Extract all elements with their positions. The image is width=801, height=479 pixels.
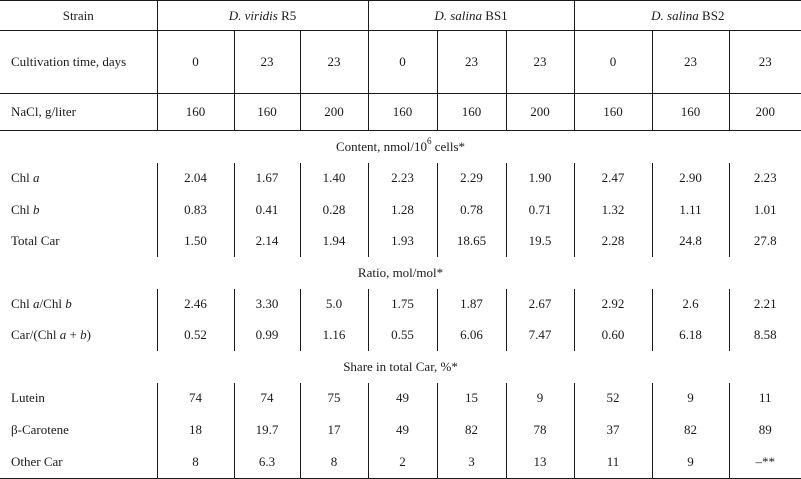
label-italic: b <box>65 296 72 311</box>
strain-header-row <box>0 1 801 31</box>
table-cell: 2.04 <box>157 163 234 194</box>
table-cell: 2.14 <box>234 226 300 257</box>
table-cell: 23 <box>506 31 574 94</box>
table-cell: 2.28 <box>574 226 652 257</box>
table-cell: 160 <box>574 94 652 131</box>
table-cell: 6.18 <box>652 320 729 351</box>
table-cell: 1.67 <box>234 163 300 194</box>
label-italic: a <box>33 296 40 311</box>
table-cell: 200 <box>300 94 368 131</box>
table-cell: 160 <box>652 94 729 131</box>
table-cell: 2.29 <box>437 163 506 194</box>
section-text: cells* <box>431 138 466 154</box>
table-cell: 49 <box>368 383 437 414</box>
table-cell: 74 <box>234 383 300 414</box>
table-cell: 2 <box>368 446 437 479</box>
table-cell: 18.65 <box>437 226 506 257</box>
label-part: /Chl <box>39 296 66 311</box>
section-heading-content <box>0 131 801 163</box>
table-cell: 23 <box>234 31 300 94</box>
table-row-other-car <box>0 446 801 479</box>
table-cell: 1.40 <box>300 163 368 194</box>
label-part: Chl <box>11 201 34 217</box>
strain-code: R5 <box>277 7 297 23</box>
row-label: Cultivation time, days <box>0 31 157 94</box>
table-row-total-car <box>0 226 801 257</box>
table-cell: 6.06 <box>437 320 506 351</box>
strain-d-salina-bs2 <box>574 1 801 31</box>
section-superscript: 6 <box>426 136 432 147</box>
strain-label: Strain <box>0 1 157 31</box>
table-cell: 0.28 <box>300 194 368 226</box>
row-label <box>0 194 157 226</box>
table-cell: 15 <box>437 383 506 414</box>
table-cell: 11 <box>574 446 652 479</box>
table-cell: 160 <box>157 94 234 131</box>
label-part: Car/(Chl <box>11 327 60 342</box>
table-cell: 23 <box>652 31 729 94</box>
row-label: β-Carotene <box>11 421 69 437</box>
table-cell: 160 <box>368 94 437 131</box>
table-cell: 2.92 <box>574 289 652 320</box>
table-cell: 37 <box>574 414 652 446</box>
table-cell: 0 <box>157 31 234 94</box>
strain-code: BS1 <box>482 7 508 23</box>
table-cell: 2.23 <box>729 163 801 194</box>
table-cell: 23 <box>437 31 506 94</box>
table-cell: 1.28 <box>368 194 437 226</box>
table-cell: 2.21 <box>729 289 801 320</box>
table-row-car-ratio <box>0 320 801 351</box>
row-label: Total Car <box>11 233 60 248</box>
table-cell: 1.16 <box>300 320 368 351</box>
table-cell: 52 <box>574 383 652 414</box>
table-cell: 1.94 <box>300 226 368 257</box>
label-italic: b <box>80 327 87 342</box>
label-italic: a <box>59 327 67 342</box>
table-cell: 11 <box>729 383 801 414</box>
table-cell: 75 <box>300 383 368 414</box>
table-cell: 5.0 <box>300 289 368 320</box>
table-cell: 0.83 <box>157 194 234 226</box>
table-cell: 1.87 <box>437 289 506 320</box>
nacl-row <box>0 94 801 131</box>
table-cell: 6.3 <box>234 446 300 479</box>
table-row-chl-b <box>0 194 801 226</box>
section-heading-ratio: Ratio, mol/mol* <box>357 264 444 280</box>
strain-code: BS2 <box>698 7 725 23</box>
row-label: Lutein <box>11 390 45 405</box>
table-cell: 9 <box>652 383 729 414</box>
section-text: Content, nmol/10 <box>335 138 427 154</box>
table-cell: 2.90 <box>652 163 729 194</box>
strain-d-viridis-r5 <box>157 1 368 31</box>
table-cell: 49 <box>368 414 437 446</box>
table-cell: 0.60 <box>574 320 652 351</box>
table-row-chl-ratio <box>0 289 801 320</box>
table-cell: 13 <box>506 446 574 479</box>
table-row-lutein <box>0 383 801 414</box>
table-cell: 200 <box>506 94 574 131</box>
table-cell: 0.71 <box>506 194 574 226</box>
table-cell: 0.41 <box>234 194 300 226</box>
label-part: ) <box>86 327 91 342</box>
label-part: + <box>66 327 81 342</box>
table-cell: 1.32 <box>574 194 652 226</box>
table-cell: 3.30 <box>234 289 300 320</box>
table-row-beta-carotene <box>0 414 801 446</box>
table-cell: 19.7 <box>234 414 300 446</box>
table-cell: 200 <box>729 94 801 131</box>
table-cell: 1.75 <box>368 289 437 320</box>
table-cell: 160 <box>234 94 300 131</box>
table-cell: 0.99 <box>234 320 300 351</box>
strain-species: D. salina <box>651 7 699 23</box>
section-heading-share: Share in total Car, %* <box>343 358 458 374</box>
table-cell: 9 <box>652 446 729 479</box>
table-cell: 0.55 <box>368 320 437 351</box>
table-cell: 1.11 <box>652 194 729 226</box>
table-cell: 82 <box>437 414 506 446</box>
table-cell: 9 <box>506 383 574 414</box>
label-part: Chl <box>11 170 34 185</box>
label-part: Chl <box>11 296 34 311</box>
row-label <box>0 320 157 351</box>
table-cell: 1.93 <box>368 226 437 257</box>
table-cell: 2.47 <box>574 163 652 194</box>
table-cell: 23 <box>300 31 368 94</box>
table-cell: 0 <box>368 31 437 94</box>
table-cell: 1.50 <box>157 226 234 257</box>
label-italic: a <box>33 170 40 185</box>
table-cell: 0.78 <box>437 194 506 226</box>
table-cell: 82 <box>652 414 729 446</box>
row-label <box>0 289 157 320</box>
strain-d-salina-bs1 <box>368 1 574 31</box>
section-ratio-row <box>0 257 801 289</box>
row-label: NaCl, g/liter <box>0 94 157 131</box>
table-cell: –** <box>729 446 801 479</box>
table-cell: 23 <box>729 31 801 94</box>
table-cell: 2.67 <box>506 289 574 320</box>
table-cell: 78 <box>506 414 574 446</box>
table-cell: 0.52 <box>157 320 234 351</box>
table-cell: 89 <box>729 414 801 446</box>
cultivation-time-row <box>0 31 801 94</box>
table-cell: 2.6 <box>652 289 729 320</box>
table-cell: 24.8 <box>652 226 729 257</box>
strain-species: D. salina <box>434 7 483 23</box>
strain-species: D. viridis <box>228 7 278 23</box>
table-cell: 8 <box>300 446 368 479</box>
table-cell: 160 <box>437 94 506 131</box>
row-label <box>0 163 157 194</box>
label-italic: b <box>33 201 40 217</box>
row-label: Other Car <box>0 446 157 479</box>
section-content-row <box>0 131 801 163</box>
table-cell: 27.8 <box>729 226 801 257</box>
table-cell: 7.47 <box>506 320 574 351</box>
section-share-row <box>0 351 801 383</box>
table-cell: 1.90 <box>506 163 574 194</box>
table-cell: 8 <box>157 446 234 479</box>
table-cell: 3 <box>437 446 506 479</box>
table-cell: 17 <box>300 414 368 446</box>
table-row-chl-a <box>0 163 801 194</box>
table-cell: 2.23 <box>368 163 437 194</box>
table-cell: 19.5 <box>506 226 574 257</box>
table-cell: 8.58 <box>729 320 801 351</box>
table-cell: 18 <box>157 414 234 446</box>
table-cell: 0 <box>574 31 652 94</box>
table-cell: 74 <box>157 383 234 414</box>
table-cell: 1.01 <box>729 194 801 226</box>
table-cell: 2.46 <box>157 289 234 320</box>
